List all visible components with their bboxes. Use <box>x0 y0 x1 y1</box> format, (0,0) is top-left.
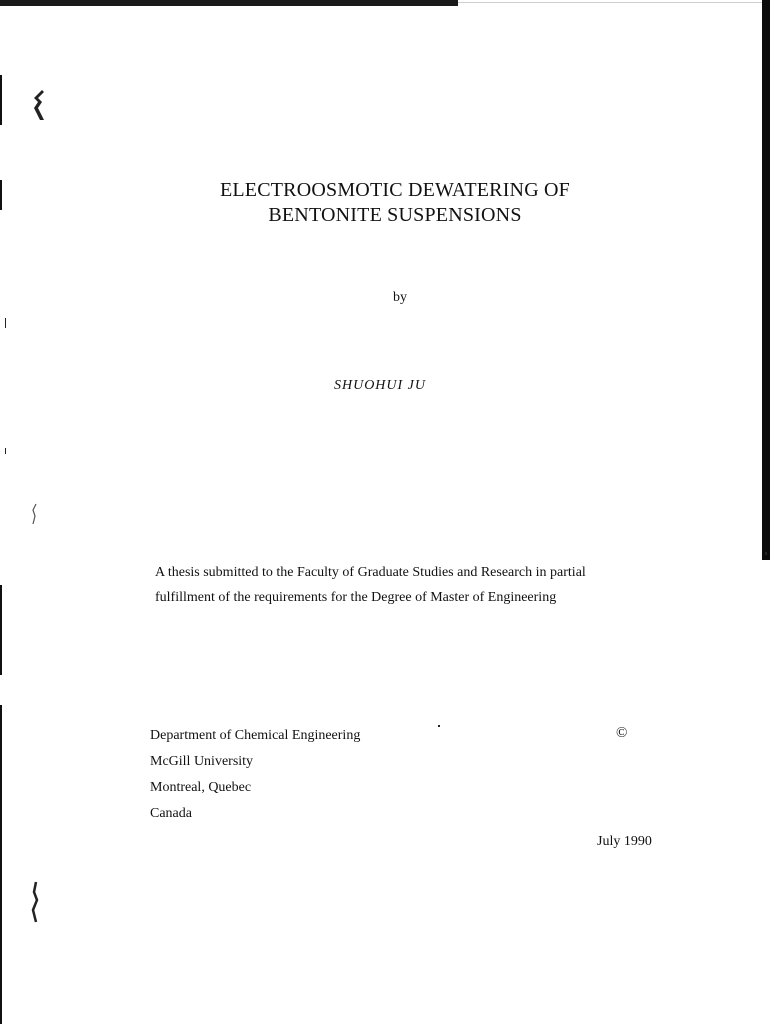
scan-edge-top-light <box>458 2 770 3</box>
title-line-1: ELECTROOSMOTIC DEWATERING OF <box>219 179 571 201</box>
scan-speck <box>5 448 6 454</box>
thesis-date: July 1990 <box>597 834 652 849</box>
thesis-statement <box>155 560 715 610</box>
scan-smudge <box>30 880 42 926</box>
department-name: Department of Chemical Engineering <box>150 728 361 743</box>
scan-smudge <box>30 502 40 528</box>
scan-edge-left-1 <box>0 75 2 125</box>
university-name: McGill University <box>150 754 254 769</box>
country-name: Canada <box>150 806 192 821</box>
scan-edge-left-4 <box>0 705 2 1024</box>
scan-edge-right <box>762 0 770 560</box>
copyright-symbol: © <box>616 725 628 741</box>
binding-hole-mark <box>28 88 48 124</box>
scan-edge-top <box>0 0 458 6</box>
statement-line-1: A thesis submitted to the Faculty of Graduate Studies and Research in partial <box>155 565 586 580</box>
title-line-2: BENTONITE SUSPENSIONS <box>268 204 522 226</box>
address-block <box>150 723 360 827</box>
statement-line-2: fulfillment of the requirements for the Degree of Master of Engineering <box>155 590 557 605</box>
author-name: SHUOHUI JU <box>333 378 427 393</box>
scan-edge-left-3 <box>0 585 2 675</box>
thesis-title <box>0 178 770 228</box>
scan-speck <box>438 725 440 727</box>
scan-speck <box>5 318 6 328</box>
scan-speck <box>765 552 767 555</box>
city-name: Montreal, Quebec <box>150 780 252 795</box>
by-label: by <box>393 290 407 305</box>
